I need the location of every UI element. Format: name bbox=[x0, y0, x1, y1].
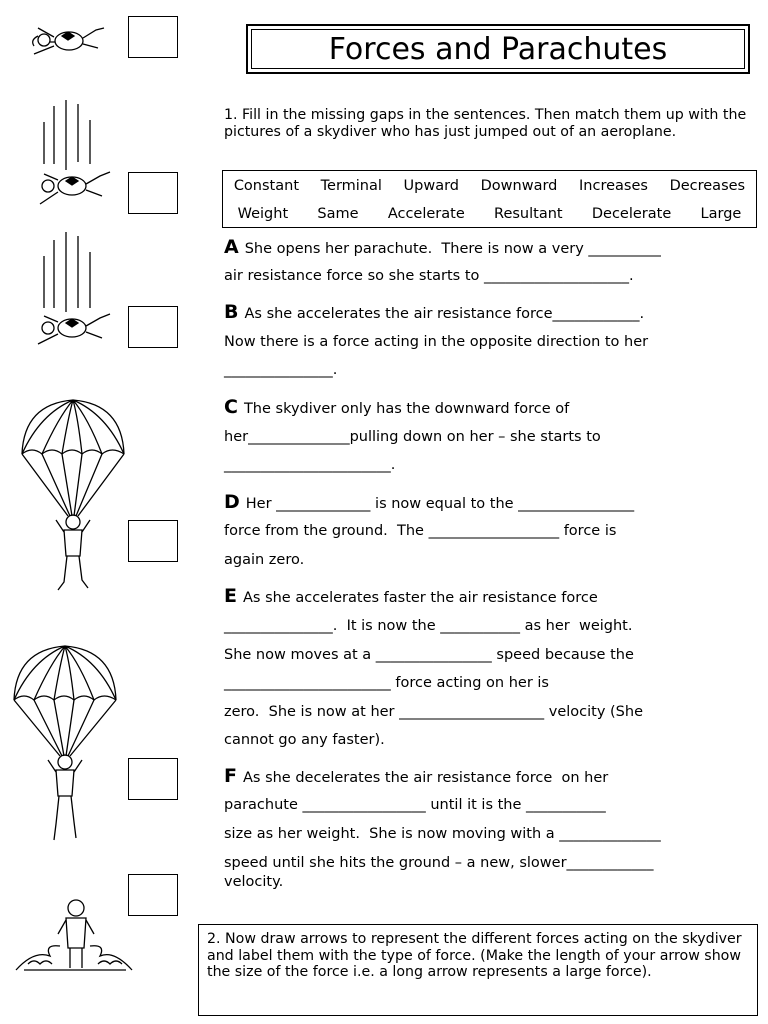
word-decelerate: Decelerate bbox=[591, 206, 672, 222]
sentence-d-line-1 bbox=[224, 491, 634, 513]
sentence-c-text-2[interactable]: her______________pulling down on her – she starts to bbox=[224, 429, 601, 445]
skydiver-terminal-icon bbox=[30, 226, 120, 351]
sentence-c-letter: C bbox=[224, 396, 238, 418]
page-title: Forces and Parachutes bbox=[251, 29, 745, 69]
word-accelerate: Accelerate bbox=[387, 206, 465, 222]
word-decreases: Decreases bbox=[669, 178, 746, 194]
sentence-f-text-1: As she decelerates the air resistance force on her bbox=[242, 770, 609, 786]
sentence-f-text-4[interactable]: speed until she hits the ground – a new, slower____________ bbox=[224, 855, 654, 871]
sentence-f-letter: F bbox=[224, 765, 237, 787]
sentence-a-text-1[interactable]: She opens her parachute. There is now a very __________ bbox=[244, 241, 661, 257]
sentence-e-text-2[interactable]: _______________. It is now the ___________ as her weight. bbox=[224, 618, 633, 634]
sentence-d-text-1[interactable]: Her _____________ is now equal to the ________________ bbox=[245, 496, 635, 512]
skydiver-landed-icon bbox=[14, 894, 134, 974]
answer-box-6[interactable] bbox=[128, 874, 178, 916]
sentence-f-text-2[interactable]: parachute _________________ until it is the ___________ bbox=[224, 797, 606, 813]
sentence-c-line-1 bbox=[224, 396, 569, 418]
sentence-a-text-2[interactable]: air resistance force so she starts to ____________________. bbox=[224, 268, 634, 284]
sentence-e-line-1 bbox=[224, 585, 598, 607]
word-constant: Constant bbox=[233, 178, 299, 194]
answer-box-1[interactable] bbox=[128, 16, 178, 58]
word-terminal: Terminal bbox=[320, 178, 382, 194]
sentence-e-text-4[interactable]: _______________________ force acting on her is bbox=[224, 675, 549, 691]
answer-box-4[interactable] bbox=[128, 520, 178, 562]
answer-box-5[interactable] bbox=[128, 758, 178, 800]
sentence-b-letter: B bbox=[224, 301, 239, 323]
sentence-a-letter: A bbox=[224, 236, 239, 258]
answer-box-3[interactable] bbox=[128, 306, 178, 348]
sentence-e-letter: E bbox=[224, 585, 237, 607]
sentence-b-text-2: Now there is a force acting in the opposite direction to her bbox=[224, 334, 649, 350]
word-downward: Downward bbox=[480, 178, 558, 194]
word-bank bbox=[222, 170, 757, 228]
skydiver-freefall-icon bbox=[24, 16, 114, 66]
sentence-f-line-1 bbox=[224, 765, 608, 787]
sentence-b-text-1[interactable]: As she accelerates the air resistance force____________. bbox=[244, 306, 645, 322]
sentence-c-text-3[interactable]: _______________________. bbox=[224, 457, 396, 473]
sentence-f-text-3[interactable]: size as her weight. She is now moving with a ______________ bbox=[224, 826, 661, 842]
word-upward: Upward bbox=[403, 178, 460, 194]
word-same: Same bbox=[317, 206, 359, 222]
sentence-e-text-1: As she accelerates faster the air resistance force bbox=[242, 590, 598, 606]
sentence-b-line-1 bbox=[224, 301, 644, 323]
sentence-f-text-5: velocity. bbox=[224, 874, 284, 890]
word-bank-row-1 bbox=[223, 178, 756, 194]
word-resultant: Resultant bbox=[494, 206, 563, 222]
parachute-open-icon bbox=[18, 398, 128, 603]
sentence-e-text-3[interactable]: She now moves at a ________________ speed because the bbox=[224, 647, 634, 663]
question1-intro: 1. Fill in the missing gaps in the sentences. Then match them up with the pictures of a skydiver who has just jumped out of an aeroplane. bbox=[224, 107, 747, 140]
parachute-descending-icon bbox=[10, 644, 120, 844]
sentence-e-text-5[interactable]: zero. She is now at her ____________________ velocity (She bbox=[224, 704, 643, 720]
sentence-d-letter: D bbox=[224, 491, 240, 513]
sentence-b-text-3[interactable]: _______________. bbox=[224, 362, 338, 378]
sentence-d-text-2[interactable]: force from the ground. The __________________ force is bbox=[224, 523, 617, 539]
word-weight: Weight bbox=[237, 206, 289, 222]
skydiver-falling-fast-icon bbox=[30, 100, 120, 215]
word-bank-row-2 bbox=[223, 206, 756, 222]
sentence-c-text-1: The skydiver only has the downward force of bbox=[243, 401, 570, 417]
sentence-d-text-3: again zero. bbox=[224, 552, 305, 568]
word-increases: Increases bbox=[579, 178, 648, 194]
sentence-a-line-1 bbox=[224, 236, 661, 258]
question2-box: 2. Now draw arrows to represent the different forces acting on the skydiver and label them with the type of force. (Make the length of your arrow show the size of the force i.e. a long arrow represents a large force). bbox=[198, 924, 758, 1016]
sentence-e-text-6: cannot go any faster). bbox=[224, 732, 385, 748]
word-large: Large bbox=[700, 206, 742, 222]
answer-box-2[interactable] bbox=[128, 172, 178, 214]
title-box bbox=[246, 24, 750, 74]
